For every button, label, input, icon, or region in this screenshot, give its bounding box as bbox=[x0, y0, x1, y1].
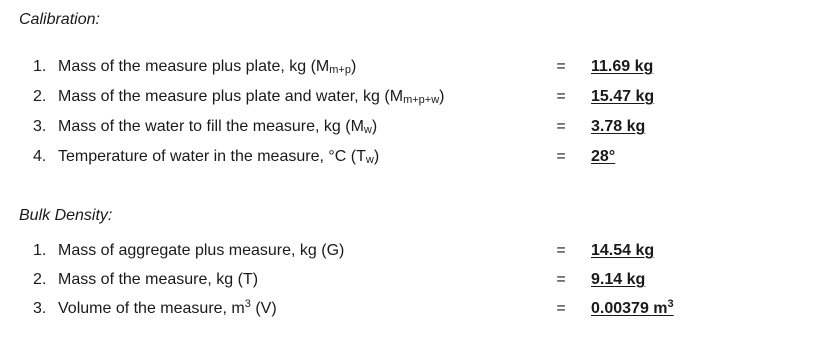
bulk-density-row bbox=[0, 297, 833, 321]
item-number: 2. bbox=[33, 88, 47, 105]
subscript: w bbox=[363, 124, 372, 136]
item-value: 28° bbox=[591, 148, 616, 165]
bulk-density-row bbox=[0, 268, 833, 292]
equals-sign: = bbox=[556, 271, 566, 288]
subscript: w bbox=[365, 154, 374, 166]
item-value: 11.69 kg bbox=[591, 58, 654, 75]
item-value: 9.14 kg bbox=[591, 271, 646, 288]
item-label: Volume of the measure, $m^3$ (V) bbox=[58, 298, 277, 317]
subscript: m+p+w bbox=[403, 94, 440, 106]
item-number: 1. bbox=[33, 58, 47, 75]
bulk-density-row bbox=[0, 239, 833, 263]
item-value: 0.00379 $m^3$ bbox=[591, 298, 674, 317]
item-number: 2. bbox=[33, 271, 47, 288]
calibration-row bbox=[0, 85, 833, 109]
equals-sign: = bbox=[556, 300, 566, 317]
equals-sign: = bbox=[556, 88, 566, 105]
item-label: Mass of the measure plus plate and water, kg (Mm+p+w) bbox=[58, 88, 445, 106]
equals-sign: = bbox=[556, 242, 566, 259]
calibration-row bbox=[0, 145, 833, 169]
item-label: Mass of the measure plus plate, kg (Mm+p) bbox=[58, 58, 357, 76]
equals-sign: = bbox=[556, 148, 566, 165]
item-value: 15.47 kg bbox=[591, 88, 655, 105]
item-number: 1. bbox=[33, 242, 47, 259]
subscript: m+p bbox=[329, 64, 351, 76]
item-label: Mass of the measure, kg (T) bbox=[58, 271, 259, 288]
item-number: 4. bbox=[33, 148, 47, 165]
equals-sign: = bbox=[556, 58, 566, 75]
calibration-heading: Calibration: bbox=[19, 11, 100, 28]
item-label: Mass of aggregate plus measure, kg (G) bbox=[58, 242, 345, 259]
item-label: Temperature of water in the measure, °C (Tw) bbox=[58, 148, 380, 166]
item-number: 3. bbox=[33, 300, 47, 317]
superscript: 3 bbox=[244, 298, 251, 310]
superscript: 3 bbox=[667, 298, 674, 310]
equals-sign: = bbox=[556, 118, 566, 135]
calibration-row bbox=[0, 55, 833, 79]
item-label: Mass of the water to fill the measure, kg (Mw) bbox=[58, 118, 378, 136]
item-number: 3. bbox=[33, 118, 47, 135]
bulk-density-heading: Bulk Density: bbox=[19, 207, 113, 224]
item-value: 14.54 kg bbox=[591, 242, 655, 259]
item-value: 3.78 kg bbox=[591, 118, 646, 135]
calibration-row bbox=[0, 115, 833, 139]
